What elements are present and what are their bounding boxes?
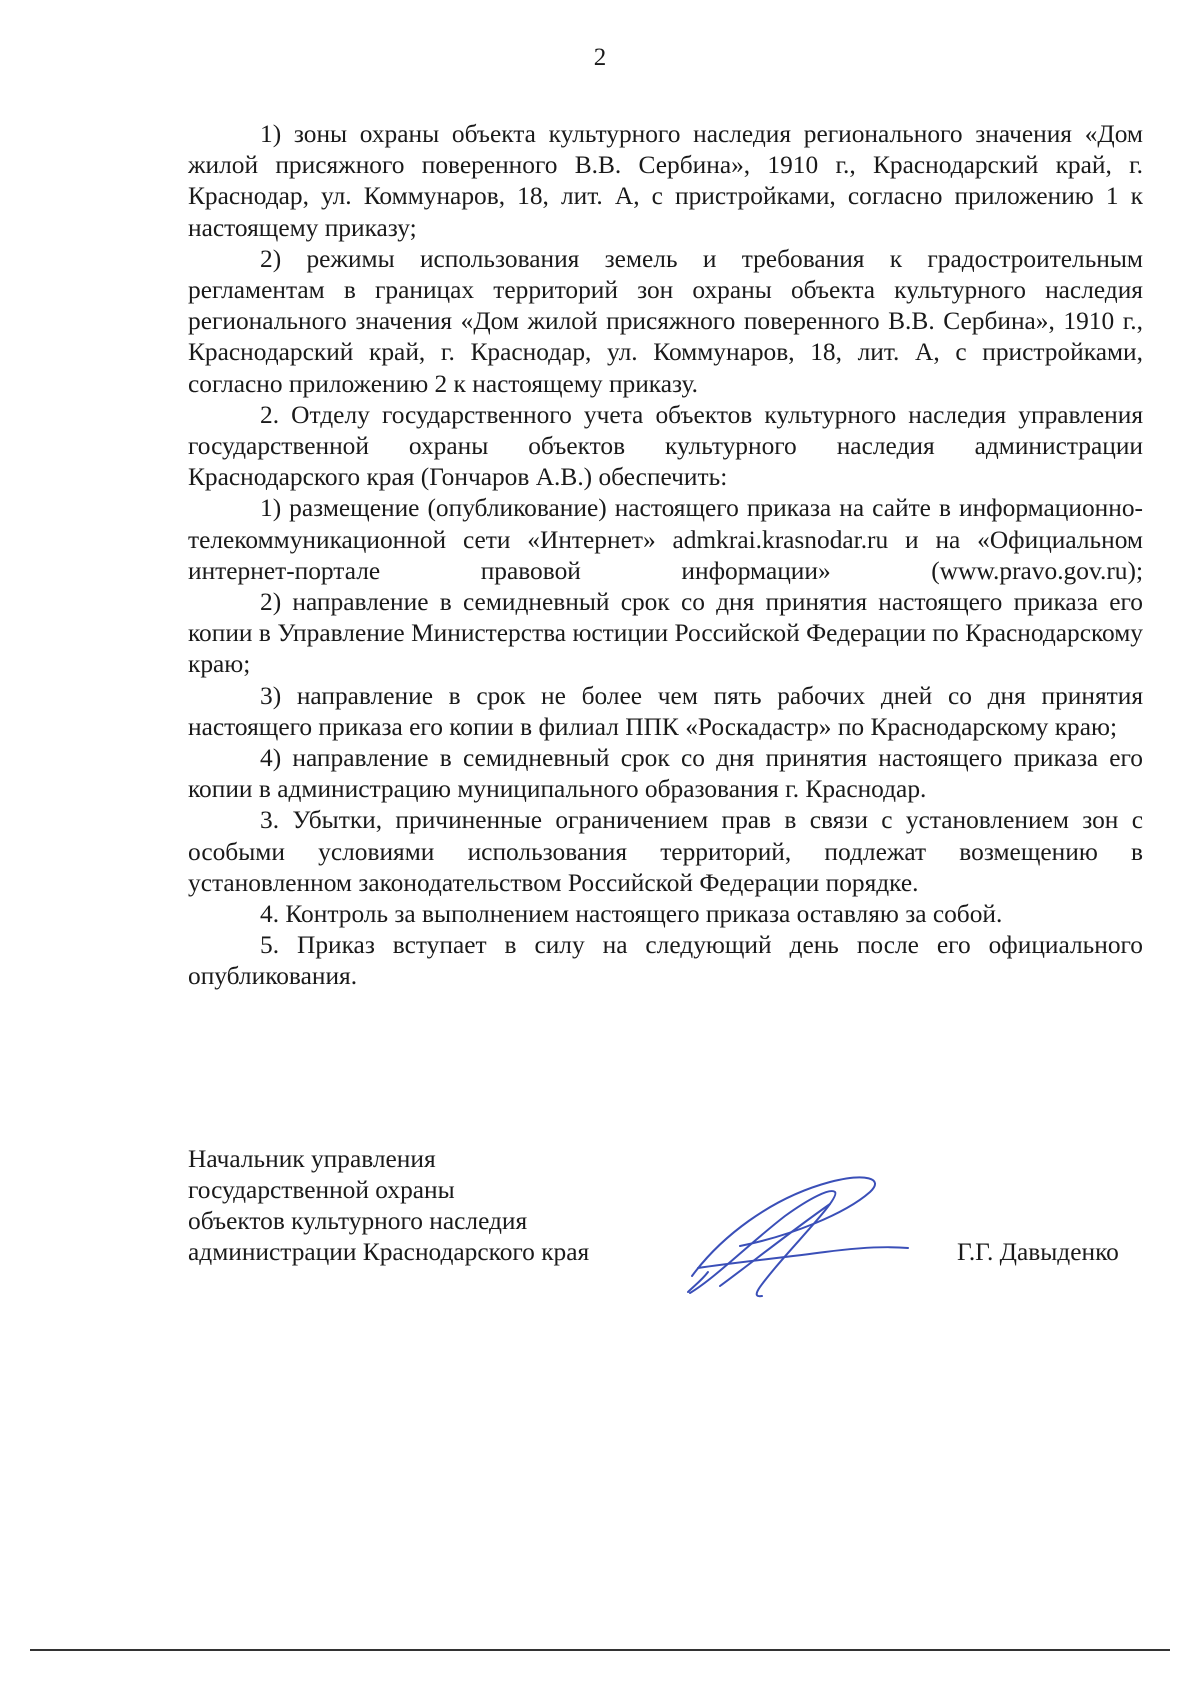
paragraph-item-1: 1) зоны охраны объекта культурного наследия регионального значения «Дом жилой присяжного поверенного В.В. Сербина», 1910 г., Краснодарский край, г. Краснодар, ул. Коммунаров, 18, лит. А, с пристройками, согласно приложению 1 к настоящему приказу;	[188, 120, 1143, 242]
paragraph-item-2-4: 4) направление в семидневный срок со дня принятия настоящего приказа его копии в администрацию муниципального образования г. Краснодар.	[188, 744, 1143, 804]
page-number: 2	[593, 44, 607, 71]
signatory-title-line: государственной охраны	[188, 1176, 455, 1204]
bottom-divider	[30, 1649, 1170, 1651]
paragraph-item-2-1: 1) размещение (опубликование) настоящего приказа на сайте в информационно-телекоммуникационной сети «Интернет» admkrai.krasnodar.ru и на «Официальном интернет-портале правовой информации» (www.pravo.gov.ru);	[188, 494, 1143, 585]
signatory-title-line: администрации Краснодарского края	[188, 1238, 590, 1266]
paragraph-item-2-3: 3) направление в срок не более чем пять рабочих дней со дня принятия настоящего приказа его копии в филиал ППК «Роскадастр» по Краснодарскому краю;	[188, 681, 1143, 741]
paragraph-section-5: 5. Приказ вступает в силу на следующий день после его официального опубликования.	[188, 931, 1143, 991]
signatory-title-line: Начальник управления	[188, 1145, 436, 1173]
paragraph-item-2: 2) режимы использования земель и требования к градостроительным регламентам в границах территорий зон охраны объекта культурного наследия регионального значения «Дом жилой присяжного поверенного В.В. Сербина», 1910 г., Краснодарский край, г. Краснодар, ул. Коммунаров, 18, лит. А, с пристройками, согласно приложению 2 к настоящему приказу.	[188, 244, 1143, 398]
signatory-title	[188, 1144, 589, 1268]
paragraph-section-3: 3. Убытки, причиненные ограничением прав в связи с установлением зон с особыми условиями использования территорий, подлежат возмещению в установленном законодательством Российской Федерации порядке.	[188, 806, 1143, 897]
document-body	[188, 119, 1143, 993]
signatory-title-line: объектов культурного наследия	[188, 1207, 528, 1235]
handwritten-signature	[680, 1168, 920, 1308]
paragraph-section-2: 2. Отделу государственного учета объектов культурного наследия управления государственной охраны объектов культурного наследия администрации Краснодарского края (Гончаров А.В.) обеспечить:	[188, 400, 1143, 492]
signer-name: Г.Г. Давыденко	[957, 1238, 1119, 1266]
paragraph-item-2-2: 2) направление в семидневный срок со дня принятия настоящего приказа его копии в Управление Министерства юстиции Российской Федерации по Краснодарскому краю;	[188, 588, 1143, 679]
paragraph-section-4: 4. Контроль за выполнением настоящего приказа оставляю за собой.	[260, 900, 1003, 929]
